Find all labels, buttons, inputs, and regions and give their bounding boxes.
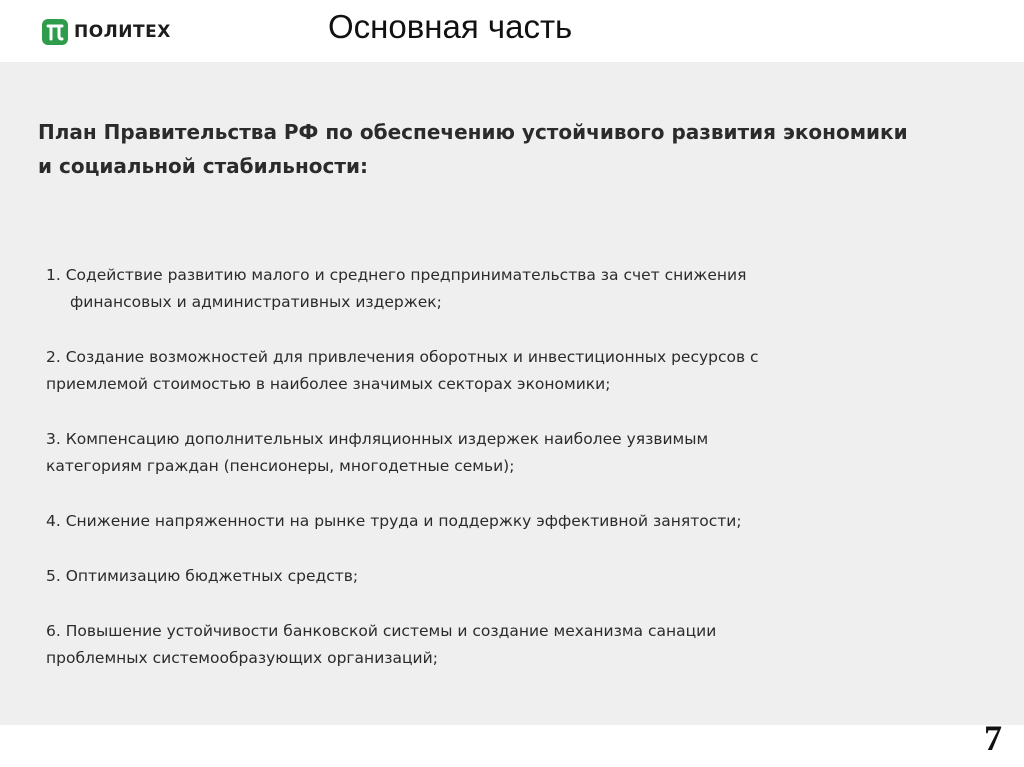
- slide-title: Основная часть: [328, 8, 573, 45]
- list-item-line-2: проблемных системообразующих организаций;: [46, 649, 438, 667]
- list-item: [46, 426, 976, 480]
- politeh-logo-mark-icon: [42, 19, 68, 45]
- politeh-logo: [42, 18, 171, 46]
- slide-header: [0, 0, 1024, 62]
- list-item-line-1: 3. Компенсацию дополнительных инфляционных издержек наиболее уязвимым: [46, 430, 709, 448]
- list-item: [46, 618, 976, 672]
- page-number: 7: [984, 718, 1002, 758]
- plan-list: [46, 262, 976, 700]
- logo-text: ПОЛИТЕХ: [74, 22, 171, 42]
- list-item-line-1: 1. Содействие развитию малого и среднего предпринимательства за счет снижения: [46, 266, 747, 284]
- list-item-line-1: 6. Повышение устойчивости банковской системы и создание механизма санации: [46, 622, 717, 640]
- list-item: [46, 508, 976, 535]
- list-item-line-2: финансовых и административных издержек;: [70, 293, 442, 311]
- list-item: [46, 344, 976, 398]
- list-item-line-1: 4. Снижение напряженности на рынке труда и поддержку эффективной занятости;: [46, 512, 742, 530]
- list-item: [46, 262, 976, 316]
- plan-heading: [38, 115, 988, 183]
- plan-heading-line-1: План Правительства РФ по обеспечению устойчивого развития экономики: [38, 120, 908, 144]
- list-item-line-1: 5. Оптимизацию бюджетных средств;: [46, 567, 359, 585]
- list-item-line-2: категориям граждан (пенсионеры, многодетные семьи);: [46, 457, 515, 475]
- list-item-line-1: 2. Создание возможностей для привлечения оборотных и инвестиционных ресурсов с: [46, 348, 759, 366]
- list-item: [46, 563, 976, 590]
- list-item-line-2: приемлемой стоимостью в наиболее значимых секторах экономики;: [46, 375, 611, 393]
- plan-heading-line-2: и социальной стабильности:: [38, 154, 368, 178]
